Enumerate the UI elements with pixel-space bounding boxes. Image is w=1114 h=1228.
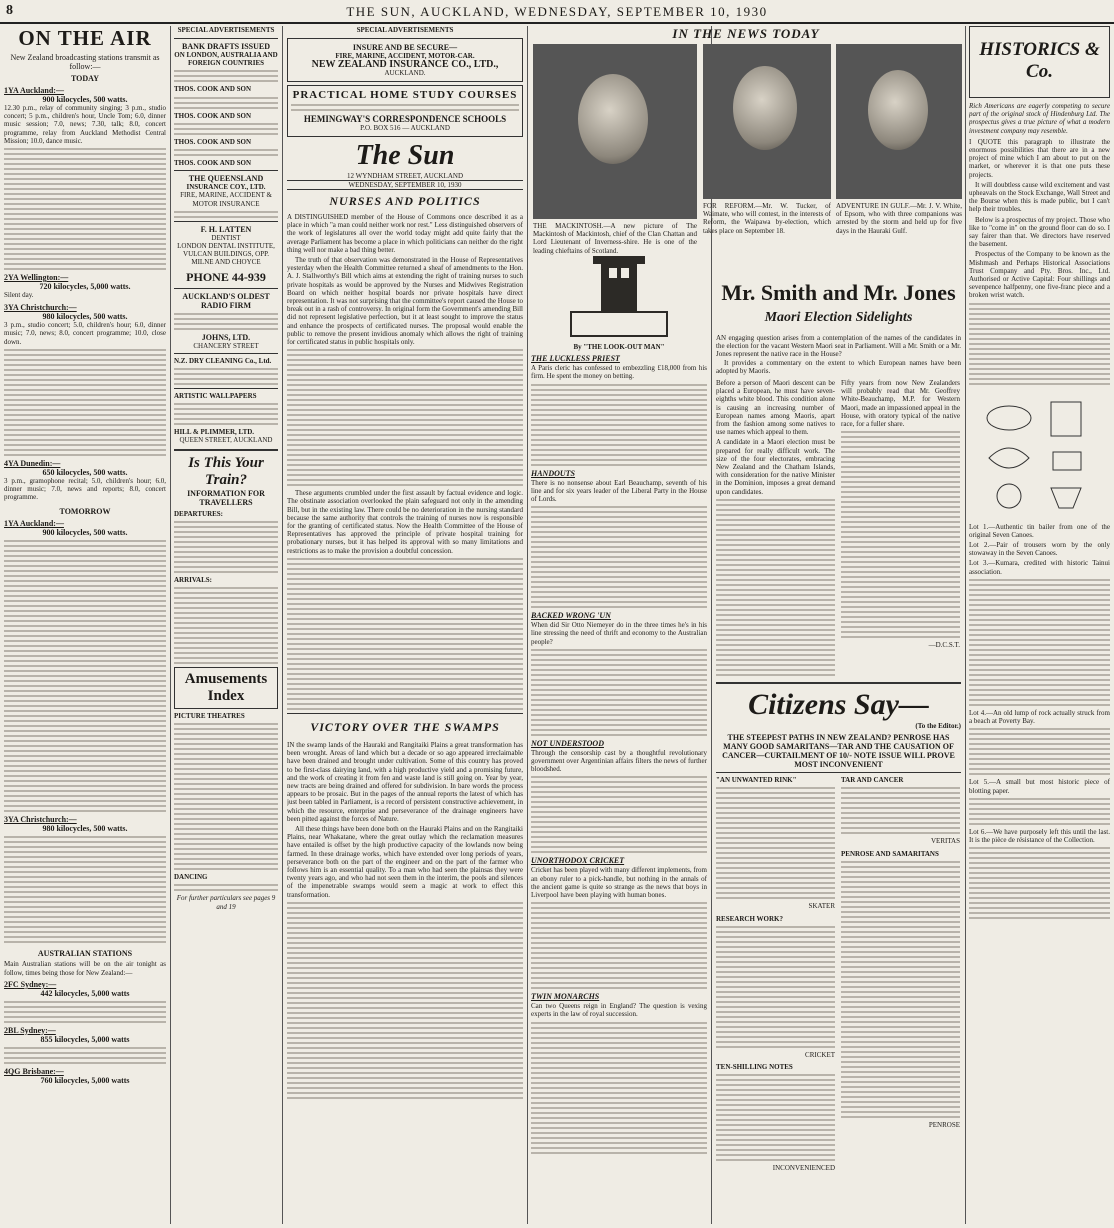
tucker-caption: FOR REFORM.—Mr. W. Tucker, of Waimate, who will contest, in the interests of Reform, the Waipawa by-election, which takes place on September 18. [703, 202, 831, 235]
dentist-ad-sub: DENTIST [211, 233, 241, 242]
editorial-paragraph: These arguments crumbled under the first assault by factual evidence and logic. The obstinate association overlooked the plain safeguard not only in the amending Bill, but in the existing law. There could be no deterioration in the nursing standard because the same authority that controls the training of nurses now is responsible for the granting of certificated status. Now the Health Committee of the House of Representatives has approved the principle of private hospital training for probationary nurses, but it has helped its approval with so many limitations and restrictions as to make the provision a doubtful concession. [287, 489, 523, 555]
further-particulars: For further particulars see pages 9 and 19 [176, 894, 276, 911]
tower-paragraph: Cricket has been played with many different implements, from an ebony ruler to a pick-handle, but nothing in the annals of the ancient game is quite so strange as the news that boys in Liverpool have been playing with human bones. [531, 866, 707, 900]
programme-text-block [4, 148, 166, 270]
citizens-say-section [716, 678, 961, 1222]
cook-ad: THOS. COOK AND SON [174, 137, 252, 146]
editorial-paragraph: All these things have been done both on the Hauraki Plains and on the Rangitaiki Plains, near Whakatane, where the great outlay which the reclamation measures have entailed is offset by the high productive capacity of the lowlands now being farmed. In these drainage works, which have extended over long periods of years, perseverance both on the part of the engineer and on the part of the farmer who follows him is an essential quality. To a man who had seen the plainsas they were twenty years ago, and who had not seen them in the interim, the pools and silences of the impenetrable swamps would seem a magic at work to effect this transformation. [287, 824, 523, 899]
editorial-paragraph: The truth of that observation was demonstrated in the House of Representatives yesterday when the Health Committee returned a sheaf of amendments to the Hon. A. J. Stallworthy's Bill which aims at extending the right of training nurses to such private hospitals as would be approved by the Nurses and Midwives Registration Board on which neither hospital boards nor private hospitals have direct representation. It was not surprising that the committee's report caused the House to break out in a rash of controversy. In original form the Government's amending Bill did not represent legislative perfection, but it at least sought to improve the status and enhance the prospects of certificated nurses. The proposal would enable the public to remove the present invidious anomaly which allows the right of training for certificated status in public hospitals only. [287, 256, 523, 347]
maori-election-story [716, 256, 961, 676]
hill-plimmer-address: QUEEN STREET, AUCKLAND [179, 436, 273, 445]
train-subheading: INFORMATION FOR TRAVELLERS [187, 488, 265, 507]
story-paragraph: It provides a commentary on the extent to which European names have been adopted by Maoris. [716, 358, 961, 375]
australian-intro: Main Australian stations will be on the air tonight as follow, times being those for New Zealand:— [4, 960, 166, 977]
column-rule [170, 26, 171, 1224]
historics-paragraph: Prospectus of the Company to be known as the Mishmash and Perhaps Historical Associations Trust Company and Pty. Bros. Inc., Ltd. Authorised or Active Capital: Four shillings and sevenpence halfpenny, one five-franc piece and a broken wrist watch. [969, 250, 1110, 300]
cook-ad: THOS. COOK AND SON [174, 85, 252, 94]
story-column-right [841, 379, 960, 676]
station-heading: 3YA Christchurch:— [4, 815, 77, 825]
radio-firm-ad: AUCKLAND'S OLDEST RADIO FIRM [182, 291, 270, 310]
picture-theatres-heading: PICTURE THEATRES [174, 712, 245, 721]
station-heading: 3YA Christchurch:— [4, 303, 77, 313]
insurance-ad-company: NEW ZEALAND INSURANCE CO., LTD., [311, 59, 499, 71]
station-heading: 1YA Auckland:— [4, 519, 64, 529]
lots-illustration [969, 388, 1110, 518]
story-subheadline: Maori Election Sidelights [764, 310, 913, 325]
white-caption: ADVENTURE IN GULF.—Mr. J. V. White, of Epsom, who with three companions was arrested by the storm and held up for five days in the Hauraki Gulf. [836, 202, 962, 235]
insurance-ad-line: INSURE AND BE SECURE— [352, 43, 458, 52]
page-header [0, 0, 1114, 24]
tower-subheading: HANDOUTS [531, 468, 576, 478]
sun-date: WEDNESDAY, SEPTEMBER 10, 1930 [287, 180, 523, 190]
tower-paragraph: Can two Queens reign in England? The question is vexing experts in the law of royal succession. [531, 1002, 707, 1019]
historics-paragraph: It will doubtless cause wild excitement and vast upheavals on the Stock Exchange, Wall Street and the Bourse when this is made public, but I can't help their troubles. [969, 180, 1110, 214]
citizens-say-title: Citizens Say— [748, 688, 929, 721]
on-the-air-title: ON THE AIR [18, 26, 152, 50]
watch-tower-byline: By "THE LOOK-OUT MAN" [573, 343, 665, 351]
historics-intro: Rich Americans are eagerly competing to secure part of the original stock of Hindenburg Ltd. The prospectus gives a true picture of what a modern investment company may resemble. [969, 102, 1110, 135]
letter-heading: PENROSE AND SAMARITANS [841, 849, 939, 858]
letter-signature: CRICKET [805, 1050, 835, 1059]
study-ad-address: P.O. BOX 516 — AUCKLAND [360, 124, 450, 133]
cook-ad: THOS. COOK AND SON [174, 159, 252, 168]
editorial-paragraph: A DISTINGUISHED member of the House of Commons once described it as a place in which "a man could neither work nor rest." Less distinguished observers of the work of legislatures all over the world today might add quite fairly that the average Parliament has become a place in which politicians can neither do the right thing well nor make a bad thing better. [287, 213, 523, 254]
station-programme: 3 p.m., gramophone recital; 5.0, children's hour; 6.0, dinner music; 7.0, news and reports; 8.0, concert programme. [4, 476, 166, 502]
letter-signature: VERITAS [931, 837, 960, 846]
editorial-column [287, 26, 523, 1224]
watch-tower-logo [531, 256, 707, 338]
insurance-ad-line: FIRE, MARINE, ACCIDENT, MOTOR-CAR. [335, 52, 475, 60]
station-programme: 12.30 p.m., relay of community singing; 3 p.m., studio concert; 5 p.m., children's hour, Uncle Tom; 6.0, dinner music session; 7.0, news; 7.30, talk; 8.0, concert programme, relay from Auckland Methodist Central Mission; 10.0, dance music. [4, 104, 166, 145]
citizens-headlines: THE STEEPEST PATHS IN NEW ZEALAND? PENROSE HAS MANY GOOD SAMARITANS—TAR AND THE CAUSATION OF CANCER—CURTAILMENT OF 10/- NOTE ISSUE WILL PROVE MOST INCONVENIENT [722, 733, 955, 770]
study-ad-school: HEMINGWAY'S CORRESPONDENCE SCHOOLS [303, 114, 507, 125]
lot-item: Lot 2.—Pair of trousers worn by the only stowaway in the Seven Canoes. [969, 541, 1110, 558]
historics-logo [969, 26, 1110, 98]
cook-ad: THOS. COOK AND SON [174, 111, 252, 120]
lot-item: Lot 4.—An old lump of rock actually struck from a beach at Poverty Bay. [969, 708, 1110, 726]
station-heading: 2YA Wellington:— [4, 273, 69, 283]
programme-text-block [4, 1047, 166, 1064]
letter-heading: TAR AND CANCER [841, 776, 904, 785]
swamps-headline: VICTORY OVER THE SWAMPS [310, 719, 500, 734]
letter-heading: "AN UNWANTED RINK" [716, 776, 797, 785]
station-frequency: 980 kilocycles, 500 watts. [42, 312, 128, 322]
lot-item: Lot 6.—We have purposely left this until the last. It is the pièce de résistance of the Collection. [969, 827, 1110, 844]
letters-left [716, 776, 835, 1172]
historics-title: HISTORICS & Co. [979, 39, 1100, 82]
sun-address: 12 WYNDHAM STREET, AUCKLAND [346, 171, 464, 180]
departures-label: DEPARTURES: [174, 509, 224, 518]
tower-subheading: THE LUCKLESS PRIEST [531, 354, 620, 364]
advertisements-column [174, 26, 278, 1224]
dry-cleaning-ad: N.Z. DRY CLEANING Co., Ltd. [174, 356, 272, 365]
dentist-ad: F. H. LATTEN [200, 224, 252, 234]
queensland-ad-sub: INSURANCE COY., LTD. [186, 183, 266, 192]
story-paragraph: A candidate in a Maori election must be prepared for really difficult work. The size of the four electorates, embracing New Zealand and the Chatham Islands, with consideration for the native Minister in the Dominion, imposes a great demand upon candidates. [716, 438, 835, 496]
editorial-paragraph: IN the swamp lands of the Hauraki and Rangitaiki Plains a great transformation has been wrought. Areas of land which but a decade or so ago appeared irreclaimable have been drained and brought under cultivation. Some of this country has proved to be first-class dairying land, with a high productive yield and a promising future, and the work of creating it from fen and waste land is still going on. Year by year, new tracts are being drained and offered for subdivision. In bare words the process appears to be prosaic. But in the pages of the annual reports the latest of which has just been tabled in Parliament, is a record of persistent constructive achievement, in which the resource, enterprise and perseverance of the drainage engineers have been pitted against the forces of Nature. [287, 740, 523, 823]
tower-paragraph: Through the censorship cast by a thoughtful revolutionary government over Argentinian affairs filters the news of further bloodshed. [531, 748, 707, 774]
special-ads-heading: SPECIAL ADVERTISEMENTS [356, 26, 454, 34]
dentist-phone: PHONE 44-939 [186, 269, 266, 284]
study-courses-ad [287, 85, 523, 136]
study-ad-title: PRACTICAL HOME STUDY COURSES [292, 89, 518, 102]
station-heading: 4YA Dunedin:— [4, 458, 61, 468]
arrivals-label: ARRIVALS: [174, 575, 212, 584]
queensland-ad-line: FIRE, MARINE, ACCIDENT & MOTOR INSURANCE [180, 191, 272, 208]
station-frequency: 442 kilocycles, 5,000 watts [40, 988, 130, 998]
today-heading: TODAY [70, 74, 99, 83]
wallpapers-ad: ARTISTIC WALLPAPERS [174, 392, 257, 401]
story-column-left [716, 379, 835, 676]
dancing-heading: DANCING [174, 873, 208, 882]
letter-signature: SKATER [808, 902, 835, 911]
watch-tower-column [531, 256, 707, 1222]
tower-paragraph: There is no nonsense about Earl Beauchamp, seventh of his line and for six years leader of the Liberal Party in the House of Lords. [531, 478, 707, 504]
letters-columns [716, 776, 961, 1172]
station-frequency: 720 kilocycles, 5,000 watts. [39, 282, 131, 292]
to-the-editor: (To the Editor.) [915, 722, 961, 730]
lot-item: Lot 1.—Authentic tin bailer from one of the original Seven Canoes. [969, 522, 1110, 539]
letter-heading: RESEARCH WORK? [716, 914, 783, 923]
in-the-news-title: IN THE NEWS TODAY [672, 26, 820, 41]
column-rule [527, 26, 528, 1224]
letter-signature: INCONVENIENCED [772, 1164, 835, 1173]
station-programme: 3 p.m., studio concert; 5.0, children's hour; 6.0, dinner music; 7.0, news; 8.0, concert programme; 10.0, close down. [4, 321, 166, 346]
station-heading: 1YA Auckland:— [4, 86, 64, 95]
sun-nameplate: The Sun [355, 139, 455, 171]
station-frequency: 855 kilocycles, 5,000 watts [40, 1034, 130, 1044]
historics-paragraph: Below is a prospectus of my project. Those who like to "come in" on the ground floor can do so. I say fairer than that. We directors have reserved the basement. [969, 215, 1110, 249]
johns-ad: JOHNS, LTD. [201, 332, 251, 342]
tower-paragraph: When did Sir Otto Niemeyer do in the three times he's in his line stressing the need of thrift and economy to the Australian people? [531, 621, 707, 646]
on-the-air-intro: New Zealand broadcasting stations transmit as follow:— [10, 53, 160, 71]
amusements-index-heading: Amusements Index [174, 667, 278, 709]
bank-drafts-subline: ON LONDON, AUSTRALIA AND FOREIGN COUNTRIES [174, 51, 278, 68]
story-columns [716, 379, 961, 676]
on-the-air-column [4, 26, 166, 1224]
story-paragraph: Fifty years from now New Zealanders will probably read that Mr. Geoffrey White-Beauchamp, M.P. for Western Maori, made an impassioned appeal in the House, with oratory typical of the native race, for a fuller share. [841, 379, 960, 429]
programme-text-block [4, 540, 166, 812]
train-heading: Is This Your Train? [188, 454, 264, 488]
dentist-ad-line: LONDON DENTAL INSTITUTE, VULCAN BUILDINGS, OPP. MILNE AND CHOYCE [177, 242, 275, 267]
tower-subheading: NOT UNDERSTOOD [531, 738, 604, 748]
story-signature: —D.C.S.T. [928, 641, 960, 650]
column-rule [282, 26, 283, 1224]
editorial-headline: NURSES AND POLITICS [329, 194, 481, 209]
lot-item: Lot 3.—Kumara, credited with historic Tainui association. [969, 559, 1110, 576]
station-frequency: 760 kilocycles, 5,000 watts [40, 1075, 130, 1085]
programme-text-block [4, 349, 166, 456]
johns-ad-line: CHANCERY STREET [193, 341, 259, 350]
bank-drafts-ad: BANK DRAFTS ISSUED [181, 42, 271, 51]
masthead: THE SUN, AUCKLAND, WEDNESDAY, SEPTEMBER 10, 1930 [346, 4, 768, 19]
station-heading: 2BL Sydney:— [4, 1025, 56, 1035]
letter-signature: PENROSE [928, 1120, 960, 1129]
column-rule [965, 26, 966, 1224]
white-photo [836, 44, 962, 199]
page-number: 8 [6, 3, 13, 18]
story-headline: Mr. Smith and Mr. Jones [721, 280, 956, 305]
letter-heading: TEN-SHILLING NOTES [716, 1063, 793, 1072]
special-ads-heading: SPECIAL ADVERTISEMENTS [177, 26, 275, 34]
tucker-photo [703, 44, 831, 199]
station-frequency: 650 kilocycles, 500 watts. [42, 467, 128, 477]
station-heading: 4QG Brisbane:— [4, 1066, 64, 1076]
tower-subheading: TWIN MONARCHS [531, 992, 600, 1002]
historics-column [969, 26, 1110, 1224]
lot-item: Lot 5.—A small but most historic piece of blotting paper. [969, 778, 1110, 795]
historics-paragraph: I QUOTE this paragraph to illustrate the enormous possibilities that there are in a new project of mine which I am about to put on the market, or wherever it is that one puts these projects. [969, 137, 1110, 179]
station-heading: 2FC Sydney:— [4, 979, 57, 989]
insurance-ad [287, 38, 523, 82]
story-paragraph: Before a person of Maori descent can be placed a European, he must have seven-eighths white blood. This condition alone is causing an increasing number of European names among Maoris, apart from the fashion among some natives to use names which appeal to them. [716, 379, 835, 437]
insurance-ad-city: AUCKLAND. [384, 69, 426, 78]
mackintosh-caption: THE MACKINTOSH.—A new picture of The Mackintosh of Mackintosh, chief of the Clan Chattan and Lord Lieutenant of Inverness-shire. He is one of the leading chieftains of Scotland. [533, 222, 697, 255]
programme-text-block [4, 836, 166, 943]
news-banner [531, 26, 961, 46]
tower-subheading: BACKED WRONG 'UN [531, 611, 611, 621]
queensland-ad: THE QUEENSLAND [188, 174, 264, 184]
tower-subheading: UNORTHODOX CRICKET [531, 856, 625, 866]
station-frequency: 900 kilocycles, 500 watts. [42, 95, 128, 104]
tower-paragraph: A Paris cleric has confessed to embezzling £18,000 from his firm. He spent the money on betting. [531, 364, 707, 381]
station-programme: Silent day. [4, 291, 34, 300]
mackintosh-photo [533, 44, 697, 219]
station-frequency: 900 kilocycles, 500 watts. [42, 528, 128, 538]
australian-stations-heading: AUSTRALIAN STATIONS [37, 949, 133, 959]
tomorrow-heading: TOMORROW [59, 507, 111, 517]
story-lede: AN engaging question arises from a contemplation of the names of the candidates in the election for the vacant Western Maori seat in Parliament. Will a Mr. Smith or a Mr. Jones represent the native race in the House? [716, 334, 961, 359]
programme-text-block [4, 1001, 166, 1023]
station-frequency: 980 kilocycles, 500 watts. [42, 824, 128, 834]
hill-plimmer-ad: HILL & PLIMMER, LTD. [174, 428, 255, 437]
letters-right [841, 776, 960, 1172]
